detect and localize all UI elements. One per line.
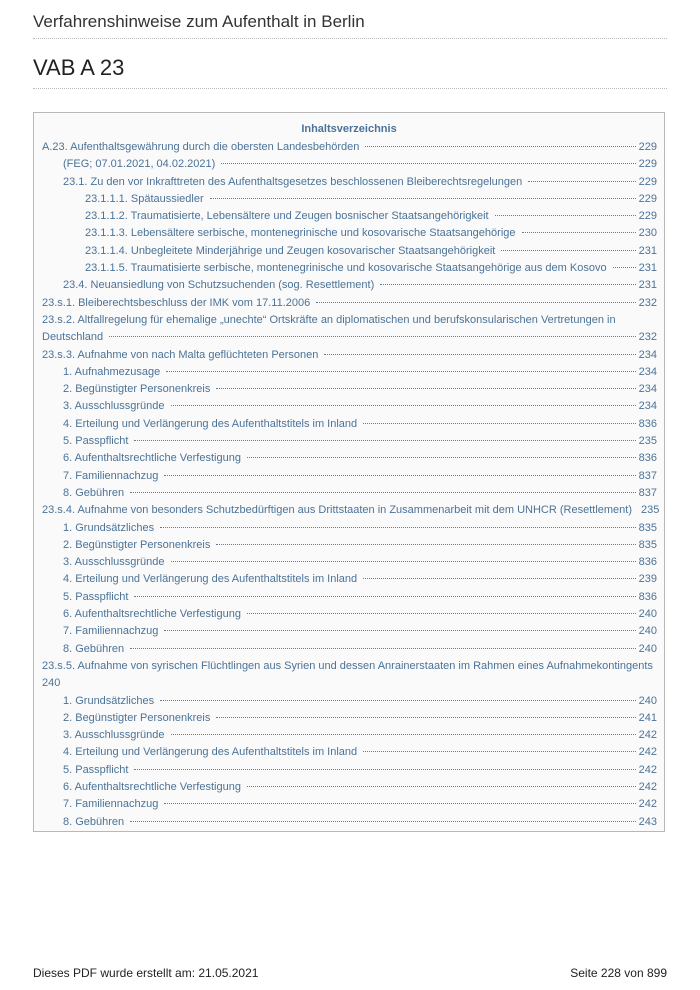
toc-leader (363, 423, 636, 424)
toc-entry-text: 4. Erteilung und Verlängerung des Aufenthaltstitels im Inland (63, 573, 358, 586)
toc-entry-page: 240 (42, 677, 61, 690)
toc-entry[interactable] (34, 814, 664, 831)
toc-entry-text-line1: 23.s.2. Altfallregelung für ehemalige „unechte“ Ortskräfte an diplomatischen und berufskonsularischen Vertretungen in (42, 313, 616, 326)
toc-entry-page: 231 (638, 244, 657, 257)
toc-entry[interactable] (34, 693, 664, 710)
toc-entry-page: 229 (638, 192, 657, 205)
toc-entry[interactable] (34, 502, 664, 519)
running-title: Verfahrenshinweise zum Aufenthalt in Berlin (33, 12, 667, 39)
toc-leader (216, 544, 635, 545)
toc-entry-text: 2. Begünstigter Personenkreis (63, 383, 211, 396)
toc-entry[interactable] (34, 174, 664, 191)
toc-entry[interactable] (34, 520, 664, 537)
toc-entry-page: 837 (638, 469, 657, 482)
toc-entry-text: 6. Aufenthaltsrechtliche Verfestigung (63, 608, 241, 621)
toc-entry-line2-row (42, 329, 657, 346)
toc-entry[interactable] (34, 779, 664, 796)
toc-leader (380, 284, 635, 285)
toc-leader (316, 302, 635, 303)
toc-entry-page: 835 (638, 521, 657, 534)
toc-entry[interactable] (34, 347, 664, 364)
toc-entry[interactable] (34, 571, 664, 588)
toc-entry-text: 23.1. Zu den vor Inkrafttreten des Aufenthaltsgesetzes beschlossenen Bleiberechtsregelungen (63, 175, 523, 188)
toc-entry-text: 23.s.3. Aufnahme von nach Malta geflüchteten Personen (42, 348, 319, 361)
toc-entry[interactable] (34, 260, 664, 277)
toc-entry-text: (FEG; 07.01.2021, 04.02.2021) (63, 158, 216, 171)
toc-leader (495, 215, 636, 216)
toc-entry-text: 6. Aufenthaltsrechtliche Verfestigung (63, 452, 241, 465)
toc-entry-page: 231 (638, 279, 657, 292)
toc-entry[interactable] (34, 381, 664, 398)
toc-entry-text: 5. Passpflicht (63, 435, 129, 448)
toc-entry-multiline-2[interactable] (34, 658, 664, 693)
toc-entry-page: 229 (638, 210, 657, 223)
toc-entry-text: 8. Gebühren (63, 815, 125, 828)
toc-entry[interactable] (34, 485, 664, 502)
toc-entry-text: 8. Gebühren (63, 642, 125, 655)
toc-entry-page: 240 (638, 608, 657, 621)
toc-entry-page: 229 (638, 158, 657, 171)
toc-leader (613, 267, 636, 268)
toc-leader (363, 751, 636, 752)
toc-leader (171, 405, 636, 406)
toc-entry-text: 7. Familiennachzug (63, 798, 159, 811)
table-of-contents (33, 112, 665, 832)
toc-leader (166, 371, 635, 372)
toc-entry-text: 8. Gebühren (63, 486, 125, 499)
toc-entry-text: 1. Aufnahmezusage (63, 365, 161, 378)
toc-leader (171, 561, 636, 562)
toc-entry-text: 5. Passpflicht (63, 763, 129, 776)
toc-leader (130, 821, 635, 822)
toc-entry-page: 242 (638, 763, 657, 776)
toc-leader (247, 613, 636, 614)
toc-leader (164, 630, 635, 631)
toc-entry-page: 234 (638, 365, 657, 378)
toc-leader (221, 163, 635, 164)
toc-entry[interactable] (34, 589, 664, 606)
toc-leader (522, 232, 636, 233)
toc-entry[interactable] (34, 364, 664, 381)
toc-leader (164, 475, 635, 476)
toc-entry-page: 242 (638, 798, 657, 811)
toc-entry-text: 7. Familiennachzug (63, 625, 159, 638)
toc-entry-page: 235 (638, 435, 657, 448)
toc-entry-text: 2. Begünstigter Personenkreis (63, 711, 211, 724)
toc-entry-page: 234 (638, 348, 657, 361)
toc-entry[interactable] (34, 641, 664, 658)
toc-entry[interactable] (34, 156, 664, 173)
toc-entry[interactable] (34, 554, 664, 571)
toc-entry-text: 23.1.1.1. Spätaussiedler (85, 192, 204, 205)
toc-entry-page: 240 (638, 642, 657, 655)
footer-page-number: Seite 228 von 899 (570, 966, 667, 980)
footer-created-date: Dieses PDF wurde erstellt am: 21.05.2021 (33, 966, 259, 980)
toc-entry-page: 836 (638, 556, 657, 569)
toc-list-c (34, 693, 664, 831)
toc-entry[interactable] (34, 606, 664, 623)
toc-entry[interactable] (34, 416, 664, 433)
toc-entry-text: 23.s.4. Aufnahme von besonders Schutzbedürftigen aus Drittstaaten in Zusammenarbeit mit dem UNHCR (Resettlement) (42, 504, 632, 517)
toc-entry[interactable] (34, 468, 664, 485)
toc-leader (247, 457, 636, 458)
toc-leader (134, 769, 635, 770)
toc-entry-page: 242 (638, 746, 657, 759)
toc-entry-page: 232 (638, 296, 657, 309)
toc-entry[interactable] (34, 433, 664, 450)
toc-entry[interactable] (34, 744, 664, 761)
toc-leader (171, 734, 636, 735)
toc-entry[interactable] (34, 398, 664, 415)
toc-entry-page: 835 (638, 538, 657, 551)
toc-entry[interactable] (34, 208, 664, 225)
toc-entry[interactable] (34, 277, 664, 294)
toc-entry-text: 1. Grundsätzliches (63, 521, 155, 534)
toc-entry-text: 23.1.1.2. Traumatisierte, Lebensältere und Zeugen bosnischer Staatsangehörigkeit (85, 210, 489, 223)
toc-entry-page: 241 (638, 711, 657, 724)
toc-entry-text: 3. Ausschlussgründe (63, 729, 165, 742)
toc-entry[interactable] (34, 295, 664, 312)
toc-leader (216, 717, 635, 718)
toc-leader (210, 198, 636, 199)
toc-entry-text: 3. Ausschlussgründe (63, 556, 165, 569)
toc-entry-page: 837 (638, 486, 657, 499)
toc-leader (363, 578, 636, 579)
toc-entry-page: 235 (641, 504, 660, 517)
toc-leader (130, 492, 635, 493)
toc-entry-text: 4. Erteilung und Verlängerung des Aufenthaltstitels im Inland (63, 746, 358, 759)
toc-entry[interactable] (34, 225, 664, 242)
toc-leader (528, 181, 635, 182)
toc-leader (247, 786, 636, 787)
toc-leader (216, 388, 635, 389)
toc-entry[interactable] (34, 139, 664, 156)
toc-entry-text: 23.1.1.5. Traumatisierte serbische, montenegrinische und kosovarische Staatsangehörige aus dem Kosovo (85, 262, 607, 275)
toc-list-b (34, 347, 664, 658)
toc-entry[interactable] (34, 710, 664, 727)
toc-entry-text: 23.4. Neuansiedlung von Schutzsuchenden (sog. Resettlement) (63, 279, 375, 292)
toc-entry-page: 234 (638, 383, 657, 396)
toc-entry-page: 239 (638, 573, 657, 586)
toc-heading: Inhaltsverzeichnis (301, 123, 397, 135)
toc-entry-page: 240 (638, 625, 657, 638)
toc-entry-text: 6. Aufenthaltsrechtliche Verfestigung (63, 780, 241, 793)
toc-leader (134, 596, 635, 597)
toc-entry-page: 836 (638, 452, 657, 465)
toc-entry-page: 231 (638, 262, 657, 275)
toc-entry-text: 23.1.1.3. Lebensältere serbische, montenegrinische und kosovarische Staatsangehörige (85, 227, 516, 240)
toc-list-a (34, 139, 664, 312)
toc-leader (365, 146, 635, 147)
toc-entry[interactable] (34, 762, 664, 779)
document-title: VAB A 23 (33, 55, 667, 89)
toc-leader (109, 336, 635, 337)
toc-leader (130, 648, 635, 649)
toc-entry-page: 243 (638, 815, 657, 828)
toc-entry-page: 836 (638, 417, 657, 430)
toc-entry-page: 242 (638, 780, 657, 793)
toc-leader (164, 803, 635, 804)
toc-leader (501, 250, 635, 251)
toc-leader (160, 700, 636, 701)
toc-entry-page: 230 (638, 227, 657, 240)
toc-entry-page: 234 (638, 400, 657, 413)
toc-entry-page: 242 (638, 729, 657, 742)
toc-entry-text: 23.s.1. Bleiberechtsbeschluss der IMK vom 17.11.2006 (42, 296, 311, 309)
toc-entry[interactable] (34, 727, 664, 744)
toc-entry[interactable] (34, 537, 664, 554)
toc-entry-text: 23.1.1.4. Unbegleitete Minderjährige und Zeugen kosovarischer Staatsangehörigkeit (85, 244, 496, 257)
toc-entry[interactable] (34, 191, 664, 208)
toc-entry-page: 232 (638, 331, 657, 344)
toc-entry[interactable] (34, 623, 664, 640)
toc-entry[interactable] (34, 796, 664, 813)
toc-entry-text: 3. Ausschlussgründe (63, 400, 165, 413)
toc-entry-text: A.23. Aufenthaltsgewährung durch die obersten Landesbehörden (42, 141, 360, 153)
toc-entry-page: 836 (638, 590, 657, 603)
toc-entry-text: 2. Begünstigter Personenkreis (63, 538, 211, 551)
toc-entry-page: 229 (638, 141, 657, 153)
toc-leader (324, 354, 635, 355)
toc-entry-text: 5. Passpflicht (63, 590, 129, 603)
toc-entry-page: 229 (638, 175, 657, 188)
toc-entry-multiline-1[interactable] (34, 312, 664, 347)
toc-entry-text: 4. Erteilung und Verlängerung des Aufenthaltstitels im Inland (63, 417, 358, 430)
toc-entry-text-line2: Deutschland (42, 331, 104, 344)
toc-entry-text: 1. Grundsätzliches (63, 694, 155, 707)
toc-leader (134, 440, 635, 441)
toc-entry-text-line1: 23.s.5. Aufnahme von syrischen Flüchtlingen aus Syrien und dessen Anrainerstaaten im Rahmen eines Aufnahmekontingents (42, 659, 653, 672)
toc-entry[interactable] (34, 450, 664, 467)
toc-entry-page: 240 (638, 694, 657, 707)
toc-leader (160, 527, 636, 528)
toc-entry-text: 7. Familiennachzug (63, 469, 159, 482)
toc-entry[interactable] (34, 243, 664, 260)
